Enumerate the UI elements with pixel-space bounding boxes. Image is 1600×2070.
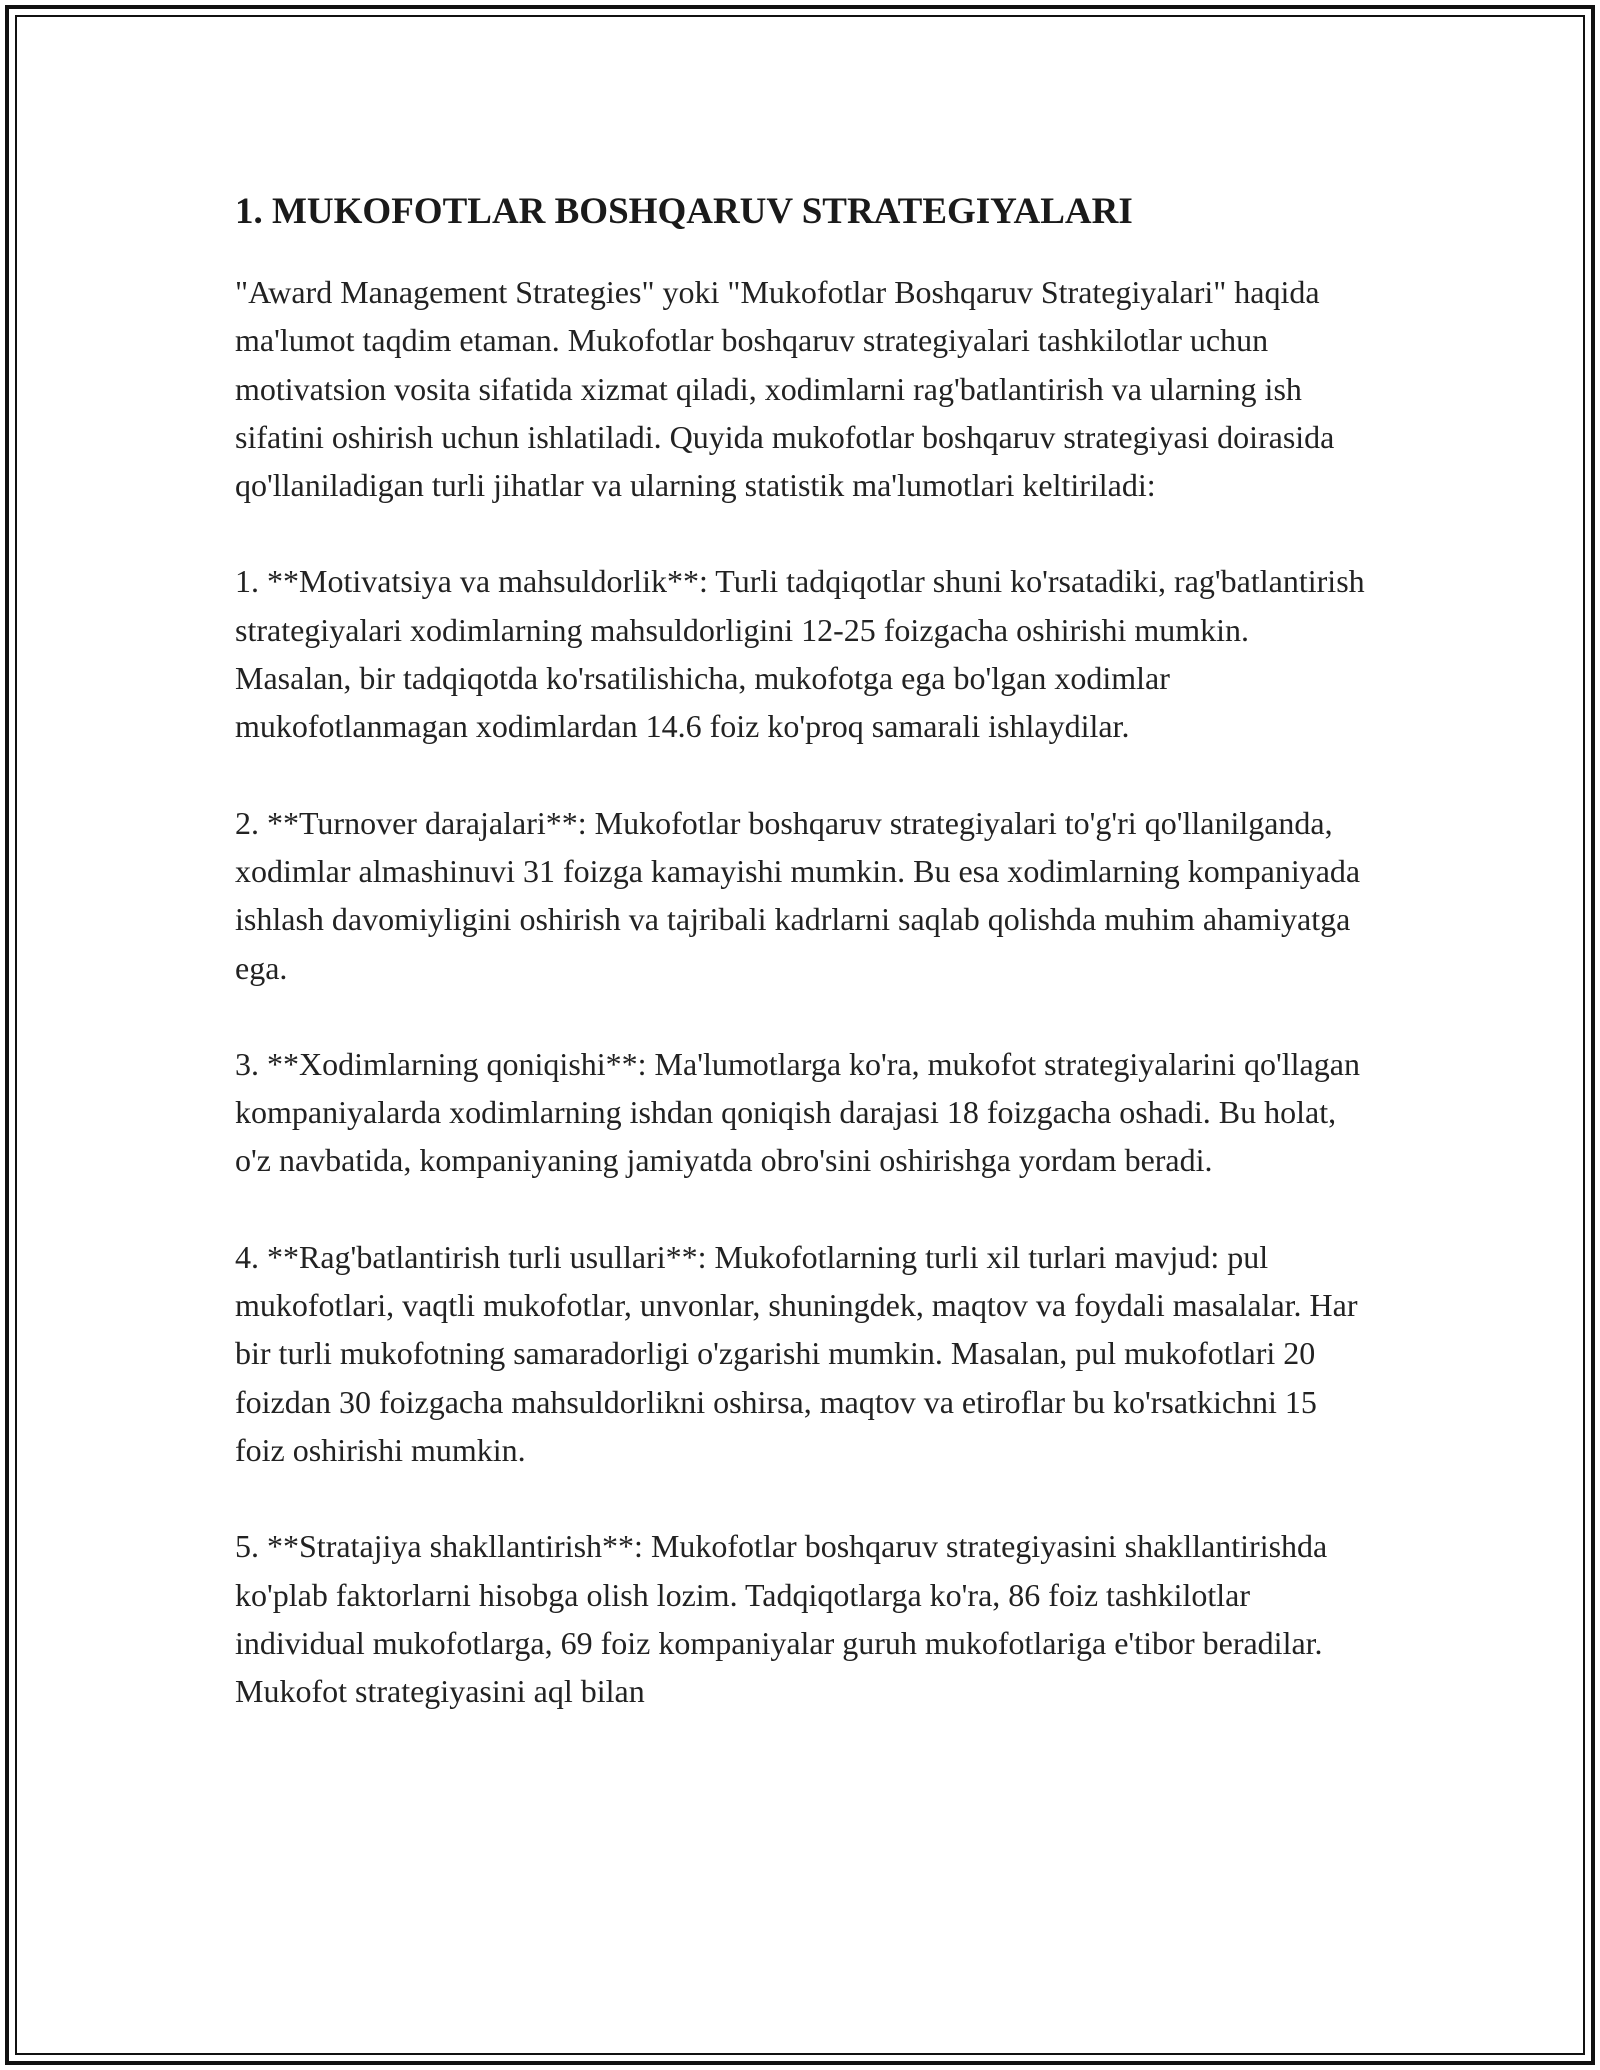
paragraph-incentive-methods: 4. **Rag'batlantirish turli usullari**: Mukofotlarning turli xil turlari mavjud: pul mukofotlari, vaqtli mukofotlar, unvonlar, shuningdek, maqtov va foydali masalalar. Har bir turli mukofotning samaradorligi o'zgarishi mumkin. Masalan, pul mukofotlari 20 foizdan 30 foizgacha mahsuldorlikni oshirsa, maqtov va etiroflar bu ko'rsatkichni 15 foiz oshirishi mumkin.: [235, 1238, 1358, 1468]
document-body: [235, 188, 1365, 1763]
paragraph-strategy-formation: 5. **Stratajiya shakllantirish**: Mukofotlar boshqaruv strategiyasini shakllantirishda ko'plab faktorlarni hisobga olish lozim. Tadqiqotlarga ko'ra, 86 foiz tashkilotlar individual mukofotlarga, 69 foiz kompaniyalar guruh mukofotlariga e'tibor beradilar. Mukofot strategiyasini aql bilan: [235, 1528, 1328, 1710]
paragraph-intro: "Award Management Strategies" yoki "Mukofotlar Boshqaruv Strategiyalari" haqida ma'lumot taqdim etaman. Mukofotlar boshqaruv strategiyalari tashkilotlar uchun motivatsion vosita sifatida xizmat qiladi, xodimlarni rag'batlantirish va ularning ish sifatini oshirish uchun ishlatiladi. Quyida mukofotlar boshqaruv strategiyasi doirasida qo'llaniladigan turli jihatlar va ularning statistik ma'lumotlari keltiriladi:: [235, 274, 1335, 504]
paragraph-motivation: 1. **Motivatsiya va mahsuldorlik**: Turli tadqiqotlar shuni ko'rsatadiki, rag'batlantirish strategiyalari xodimlarning mahsuldorligini 12-25 foizgacha oshirishi mumkin. Masalan, bir tadqiqotda ko'rsatilishicha, mukofotga ega bo'lgan xodimlar mukofotlanmagan xodimlardan 14.6 foiz ko'proq samarali ishlaydilar.: [235, 563, 1365, 745]
paragraph-satisfaction: 3. **Xodimlarning qoniqishi**: Ma'lumotlarga ko'ra, mukofot strategiyalarini qo'llagan kompaniyalarda xodimlarning ishdan qoniqish darajasi 18 foizgacha oshadi. Bu holat, o'z navbatida, kompaniyaning jamiyatda obro'sini oshirishga yordam beradi.: [235, 1045, 1360, 1179]
paragraph-turnover: 2. **Turnover darajalari**: Mukofotlar boshqaruv strategiyalari to'g'ri qo'llanilganda, xodimlar almashinuvi 31 foizga kamayishi mumkin. Bu esa xodimlarning kompaniyada ishlash davomiyligini oshirish va tajribali kadrlarni saqlab qolishda muhim ahamiyatga ega.: [235, 804, 1361, 986]
document-title: 1. MUKOFOTLAR BOSHQARUV STRATEGIYALARI: [235, 191, 1133, 232]
